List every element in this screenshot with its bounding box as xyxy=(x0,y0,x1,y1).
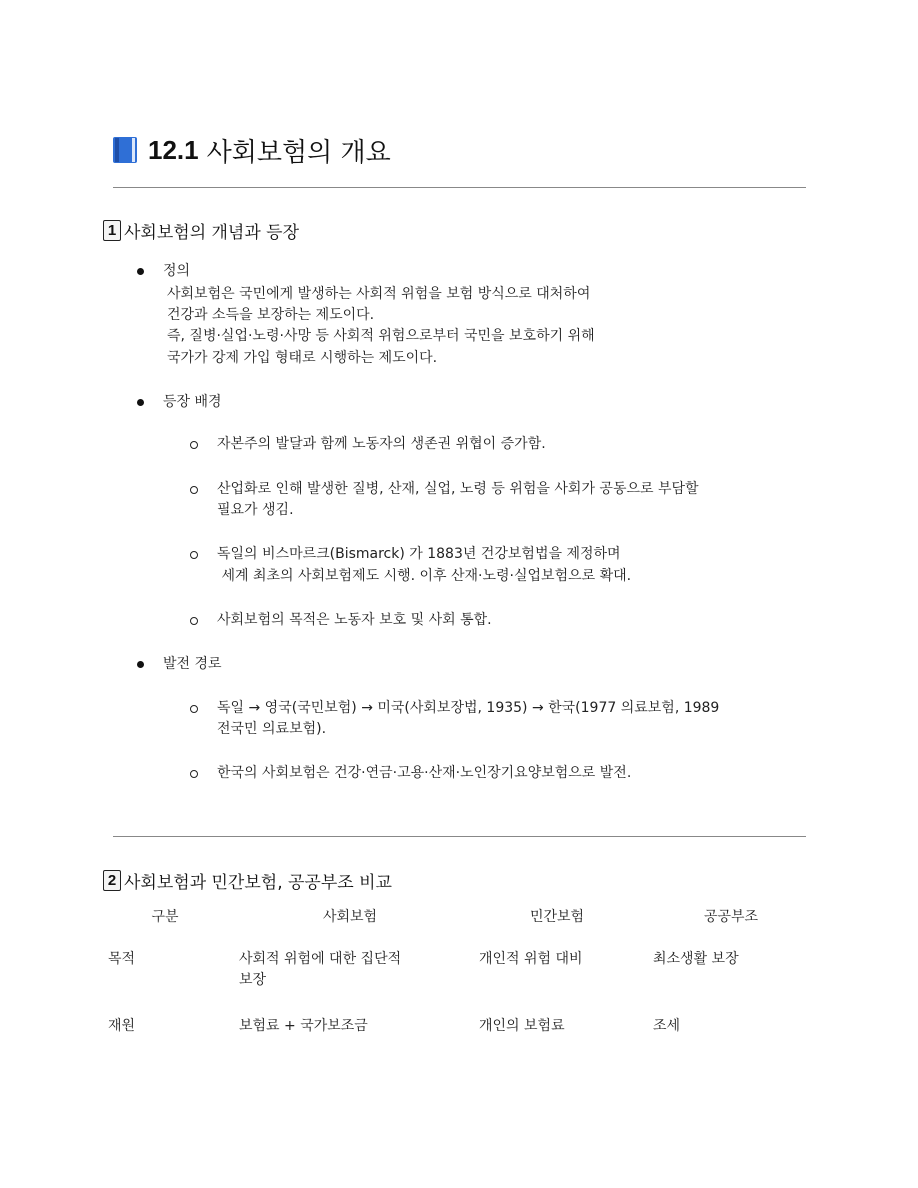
definition-line: 사회보험은 국민에게 발생하는 사회적 위험을 보험 방식으로 대처하여 xyxy=(167,286,591,302)
number-2-icon: 2 xyxy=(103,870,121,891)
table-cell: 최소생활 보장 xyxy=(653,951,739,967)
background-item: 자본주의 발달과 함께 노동자의 생존권 위협이 증가함. xyxy=(217,436,546,452)
development-item-cont: 전국민 의료보험). xyxy=(217,721,327,737)
table-header-cell: 사회보험 xyxy=(322,909,378,925)
section-2-heading xyxy=(103,868,392,893)
development-label: 발전 경로 xyxy=(163,656,222,672)
background-item-cont: 필요가 생김. xyxy=(217,502,294,518)
background-item: 사회보험의 목적은 노동자 보호 및 사회 통합. xyxy=(217,612,492,628)
table-cell: 조세 xyxy=(653,1018,681,1034)
divider xyxy=(113,836,806,837)
section-2-title: 사회보험과 민간보험, 공공부조 비교 xyxy=(124,873,392,893)
background-item: 산업화로 인해 발생한 질병, 산재, 실업, 노령 등 위험을 사회가 공동으로 부담할 xyxy=(217,481,699,497)
definition-label: 정의 xyxy=(163,263,191,279)
definition-line: 건강과 소득을 보장하는 제도이다. xyxy=(167,307,375,323)
background-label: 등장 배경 xyxy=(163,394,222,410)
background-item-cont: 세계 최초의 사회보험제도 시행. 이후 산재·노령·실업보험으로 확대. xyxy=(217,568,632,584)
background-item: 독일의 비스마르크(Bismarck) 가 1883년 건강보험법을 제정하며 xyxy=(217,546,621,562)
section-1-heading xyxy=(103,218,299,243)
circle-bullet-icon xyxy=(190,617,198,625)
table-header-cell: 민간보험 xyxy=(529,909,585,925)
circle-bullet-icon xyxy=(190,770,198,778)
divider xyxy=(113,187,806,188)
table-cell: 개인의 보험료 xyxy=(479,1018,565,1034)
title-number: 12.1 xyxy=(148,134,199,165)
page-title xyxy=(112,130,391,170)
blue-book-icon xyxy=(112,136,138,164)
table-cell: 개인적 위험 대비 xyxy=(479,951,583,967)
table-cell: 사회적 위험에 대한 집단적 xyxy=(239,951,402,967)
bullet-icon xyxy=(137,661,144,668)
circle-bullet-icon xyxy=(190,705,198,713)
table-cell: 목적 xyxy=(108,951,136,967)
development-item: 독일 → 영국(국민보험) → 미국(사회보장법, 1935) → 한국(1977 의료보험, 1989 xyxy=(217,700,720,716)
bullet-icon xyxy=(137,399,144,406)
circle-bullet-icon xyxy=(190,551,198,559)
bullet-icon xyxy=(137,268,144,275)
development-item: 한국의 사회보험은 건강·연금·고용·산재·노인장기요양보험으로 발전. xyxy=(217,765,632,781)
definition-line: 즉, 질병·실업·노령·사망 등 사회적 위험으로부터 국민을 보호하기 위해 xyxy=(167,328,595,344)
section-1-title: 사회보험의 개념과 등장 xyxy=(124,223,300,243)
definition-line: 국가가 강제 가입 형태로 시행하는 제도이다. xyxy=(167,350,438,366)
table-header-cell: 구분 xyxy=(151,909,179,925)
table-cell: 재원 xyxy=(108,1018,136,1034)
table-cell: 보장 xyxy=(239,972,267,988)
table-cell: 보험료 + 국가보조금 xyxy=(239,1018,368,1034)
table-header-cell: 공공부조 xyxy=(703,909,759,925)
title-text: 사회보험의 개요 xyxy=(206,137,391,168)
circle-bullet-icon xyxy=(190,441,198,449)
number-1-icon: 1 xyxy=(103,220,121,241)
circle-bullet-icon xyxy=(190,486,198,494)
